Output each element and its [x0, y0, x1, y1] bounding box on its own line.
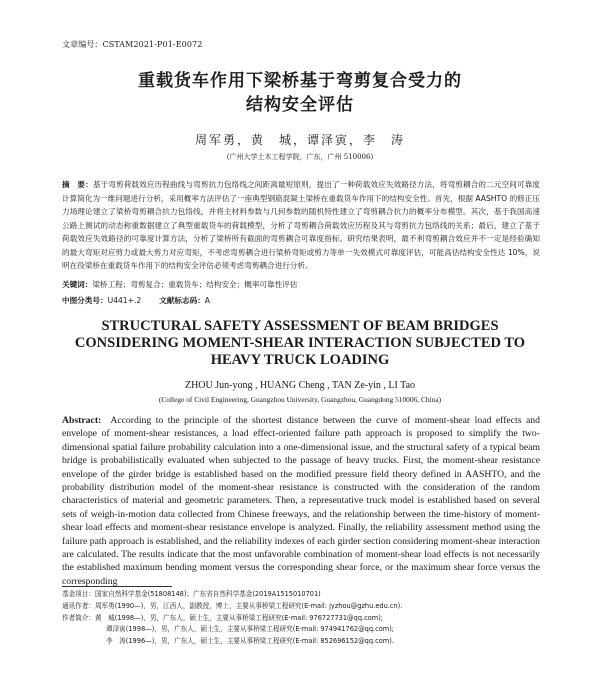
en-title-line3: HEAVY TRUCK LOADING: [210, 352, 390, 368]
cn-class-number: U441+.2: [107, 296, 142, 305]
footnotes: [62, 589, 540, 648]
cn-abstract-label: 摘 要：: [62, 180, 93, 189]
footnote-author-2: 谭泽寅(1998—)，男，广东人，硕士生，主要从事桥梁工程研究(E-mail: 974941762@qq.com);: [106, 625, 395, 634]
cn-doc-code: A: [204, 296, 210, 305]
cn-authors: 周军勇，黄 城，谭泽寅，李 涛: [194, 133, 405, 147]
cn-classification: [62, 295, 540, 306]
cn-keywords-text: 梁桥工程；弯剪复合；重载货车；结构安全；概率可靠性评估: [92, 280, 298, 289]
en-abstract-label: Abstract:: [62, 415, 102, 426]
footnote-author-3: 李 涛(1996—)，男，广东人，硕士生，主要从事桥梁工程研究(E-mail: 852696152@qq.com).: [106, 637, 394, 646]
footnote-divider: [62, 586, 172, 587]
en-title-line2: CONSIDERING MOMENT-SHEAR INTERACTION SUBJECTED TO: [74, 335, 526, 351]
footnote-author-1-text: 黄 城(1998—)，男，广东人，硕士生，主要从事桥梁工程研究(E-mail: 976727731@qq.com);: [94, 613, 383, 622]
cn-doc-code-label: 文献标志码：: [159, 296, 205, 305]
footnote-author-1: [62, 613, 540, 625]
en-title-line1: STRUCTURAL SAFETY ASSESSMENT OF BEAM BRIDGES: [101, 318, 499, 334]
cn-abstract: [62, 178, 540, 273]
cn-keywords-label: 关键词：: [62, 280, 93, 289]
cn-class-label: 中图分类号：: [62, 296, 108, 305]
footnote-corresponding-author: 通讯作者：周军勇(1990—)，男，江西人，副教授，博士，主要从事桥梁工程研究(E-mail: jyzhou@gzhu.edu.cn).: [62, 601, 403, 610]
en-affiliation: (College of Civil Engineering, Guangzhou University, Guangzhou, Guangdong 510006, China): [158, 395, 442, 404]
cn-keywords: [62, 279, 540, 290]
cn-affiliation: (广州大学土木工程学院，广东，广州 510006): [226, 153, 374, 161]
footnote-author-label: 作者简介：: [62, 613, 95, 622]
article-number: 文章编号：CSTAM2021-P01-E0072: [62, 40, 203, 49]
en-authors: ZHOU Jun-yong , HUANG Cheng , TAN Ze-yin , LI Tao: [184, 380, 416, 391]
cn-title-line1: 重载货车作用下梁桥基于弯剪复合受力的: [138, 71, 462, 91]
en-abstract-text: According to the principle of the shortest distance between the curve of moment-shear load effects and envelope of moment-shear resistances, a load effect-oriented failure path approach is proposed to simplify the two-dimensional spatial failure probability calculation into a one-dimensional issue, and the structural safety of a typical beam bridge is probabilistically evaluated when subjected to the passage of heavy trucks. First, the moment-shear resistance envelope of the girder bridge is established based on the modified pressure field theory defined in AASHTO, and the probability distribution model of the moment-shear resistance is constructed with the consideration of the random characteristics of material and geometric parameters. Then, a representative truck model is established based on several sets of weigh-in-motion data collected from Chinese freeways, and the relationship between the time-history of moment-shear load effects and moment-shear resistance envelope is analyzed. Finally, the reliability assessment method using the failure path approach is established, and the reliability indexes of each girder section considering moment-shear interaction are calculated. The results indicate that the most unfavorable combination of moment-shear load effects is not necessarily the established maximum bending moment versus the corresponding shear force, or the maximum shear force versus the corresponding: [62, 415, 540, 587]
footnote-fund: 基金项目：国家自然科学基金(51808148)；广东省自然科学基金(2019A1515010701): [62, 590, 321, 598]
cn-title-line2: 结构安全评估: [246, 95, 354, 115]
cn-abstract-text: 基于弯剪荷载效应历程曲线与弯剪抗力包络线之间距离最短原则，提出了一种荷载效应失效路径方法，将弯剪耦合的二元空间可靠度计算简化为一维问题进行分析，采用概率方法评估了一座典型钢筋混凝土梁桥在重载货车作用下的结构安全性。首先，根据 AASHTO 的修正压力场理论建立了梁桥弯剪耦合抗力包络线，并将主材料参数与几何参数的随机特性建立了弯剪耦合抗力的概率分布模型。其次，基于我国高速公路上测试的动态称重数据建立了典型重载货车的荷载模型，分析了弯剪耦合荷载效应历程及其与弯剪抗力包络线的关系；最后，建立了基于荷载效应失效路径的可靠度计算方法，分析了梁桥所有截面的弯剪耦合可靠度指标。研究结果表明，最不利弯剪耦合效应并不一定是经验确知的最大弯矩对应剪力或最大剪力对应弯矩，不考虑弯剪耦合进行梁桥弯矩或剪力等单一失效模式可靠度评估，可能高估结构安全性达 10%，说明在役梁桥在重载货车作用下的结构安全评估必须考虑弯剪耦合进行分析。: [62, 180, 541, 270]
en-abstract: [62, 414, 540, 588]
